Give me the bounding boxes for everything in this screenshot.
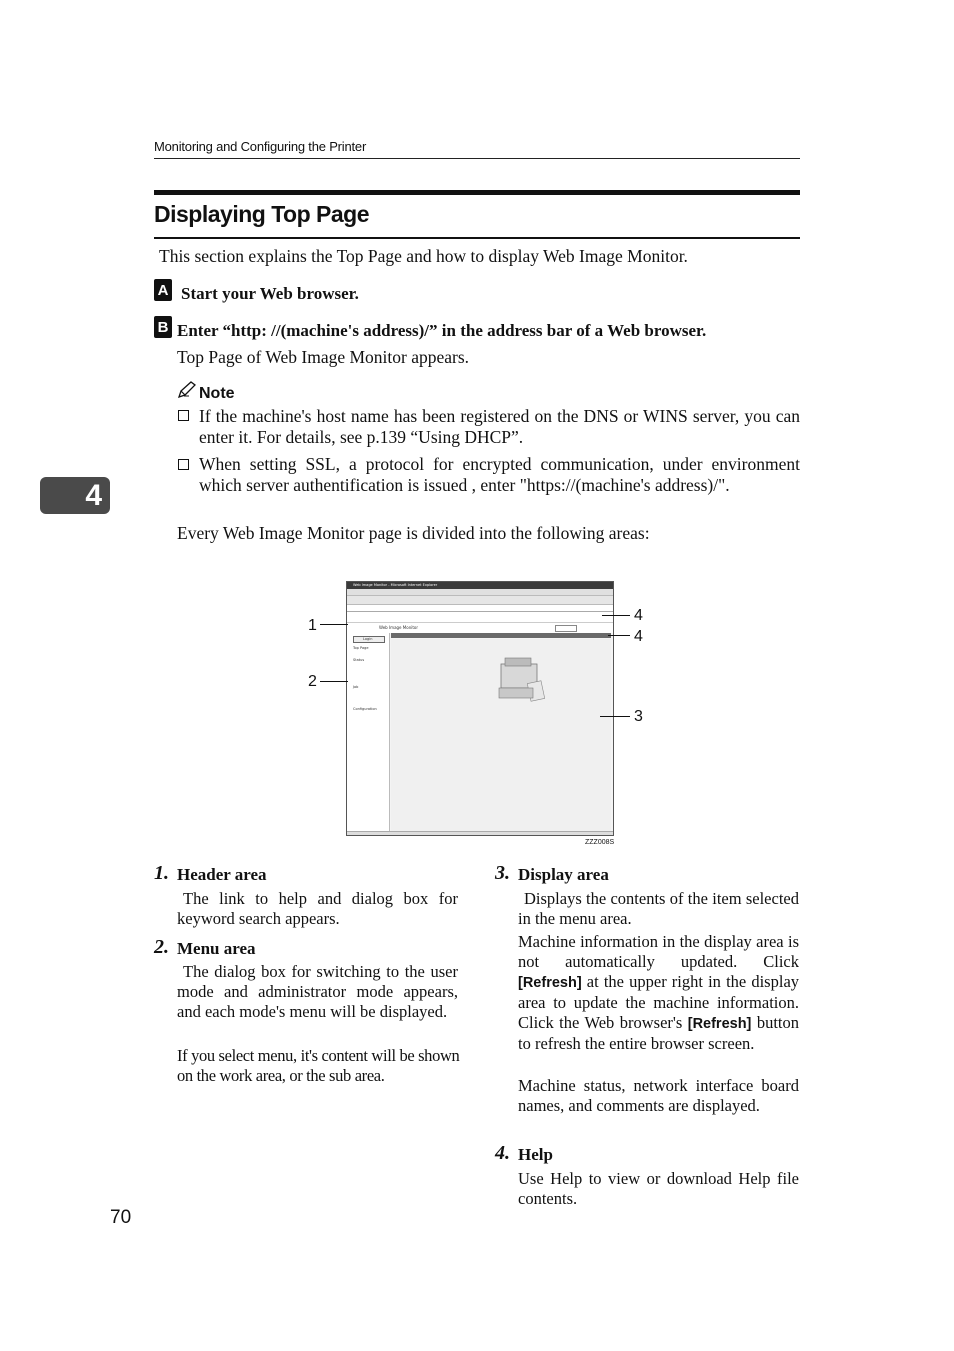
callout-line [600,716,630,717]
area-4-text: Use Help to view or download Help file contents. [518,1169,799,1208]
callout-3: 3 [634,708,643,725]
area-2-title: Menu area [177,939,256,958]
area-3-text-3: Machine status, network interface board names, and comments are displayed. [518,1076,799,1115]
refresh-key-label: [Refresh] [687,1016,752,1032]
area-2-text-1: The dialog box for switching to the user mode and administrator mode appears, and each mode's menu will be displayed. [177,962,458,1021]
callout-line [320,681,348,682]
callout-line [602,615,630,616]
menu-item-top-page: Top Page [353,646,369,650]
callout-2: 2 [308,673,317,690]
refresh-key-label: [Refresh] [518,975,582,991]
step-marker-b: B [154,316,172,338]
area-3-text-2 [518,932,799,1054]
section-rule [154,190,800,195]
web-image-monitor-screenshot [346,581,614,836]
section-title: Displaying Top Page [154,201,369,227]
title-underline [154,237,800,239]
area-3-text-2a: Machine information in the display area is not automatically updated. Click [518,932,799,971]
area-1-number: 1. [154,862,169,884]
menu-item-configuration: Configuration [353,707,377,711]
area-1-title: Header area [177,865,267,884]
pencil-icon [177,381,197,404]
running-header: Monitoring and Configuring the Printer [154,139,367,154]
checkbox-bullet-icon [178,410,189,421]
intro-text: This section explains the Top Page and how to display Web Image Monitor. [159,246,688,266]
callout-4b: 4 [634,628,643,645]
step-marker-a: A [154,279,172,301]
callout-1: 1 [308,617,317,634]
note-item-2: When setting SSL, a protocol for encrypted communication, under environment which server authentification is issued , enter "https://(machine's address)/". [199,454,800,495]
note-item-1: If the machine's host name has been registered on the DNS or WINS server, you can enter it. For details, see p.139 “Using DHCP”. [199,406,800,447]
step-2-result: Top Page of Web Image Monitor appears. [177,347,470,367]
browser-title: Web Image Monitor - Microsoft Internet Explorer [353,583,438,587]
figure-code: ZZZ008S [585,839,615,846]
login-button-label: Login [363,637,373,641]
app-title: Web Image Monitor [379,625,418,630]
callout-line [320,624,348,625]
area-3-title: Display area [518,865,609,884]
menu-item-job: Job [353,685,359,689]
header-rule [154,158,800,159]
page-number: 70 [110,1207,132,1228]
chapter-tab: 4 [40,477,110,514]
areas-intro: Every Web Image Monitor page is divided into the following areas: [177,523,650,543]
area-1-text: The link to help and dialog box for keyword search appears. [177,889,458,928]
area-3-number: 3. [495,862,510,884]
area-3-text-2c: button to refresh the entire browser screen. [518,1013,799,1053]
area-4-title: Help [518,1145,553,1164]
step-2-text: Enter “http: //(machine's address)/” in the address bar of a Web browser. [177,321,707,340]
area-2-number: 2. [154,936,169,958]
callout-line [608,635,630,636]
area-2-text-2: If you select menu, it's content will be shown on the work area, or the sub area. [177,1046,460,1085]
step-1-text: Start your Web browser. [181,284,359,303]
checkbox-bullet-icon [178,459,189,470]
menu-item-status: Status [353,658,365,662]
note-heading: Note [199,385,235,402]
area-3-text-1: Displays the contents of the item selected in the menu area. [518,889,799,928]
area-3-text-2b: at the upper right in the display area to update the machine information. Click the Web browser's [518,972,800,1032]
area-4-number: 4. [495,1142,510,1164]
callout-4a: 4 [634,607,643,624]
printer-image [495,654,547,704]
